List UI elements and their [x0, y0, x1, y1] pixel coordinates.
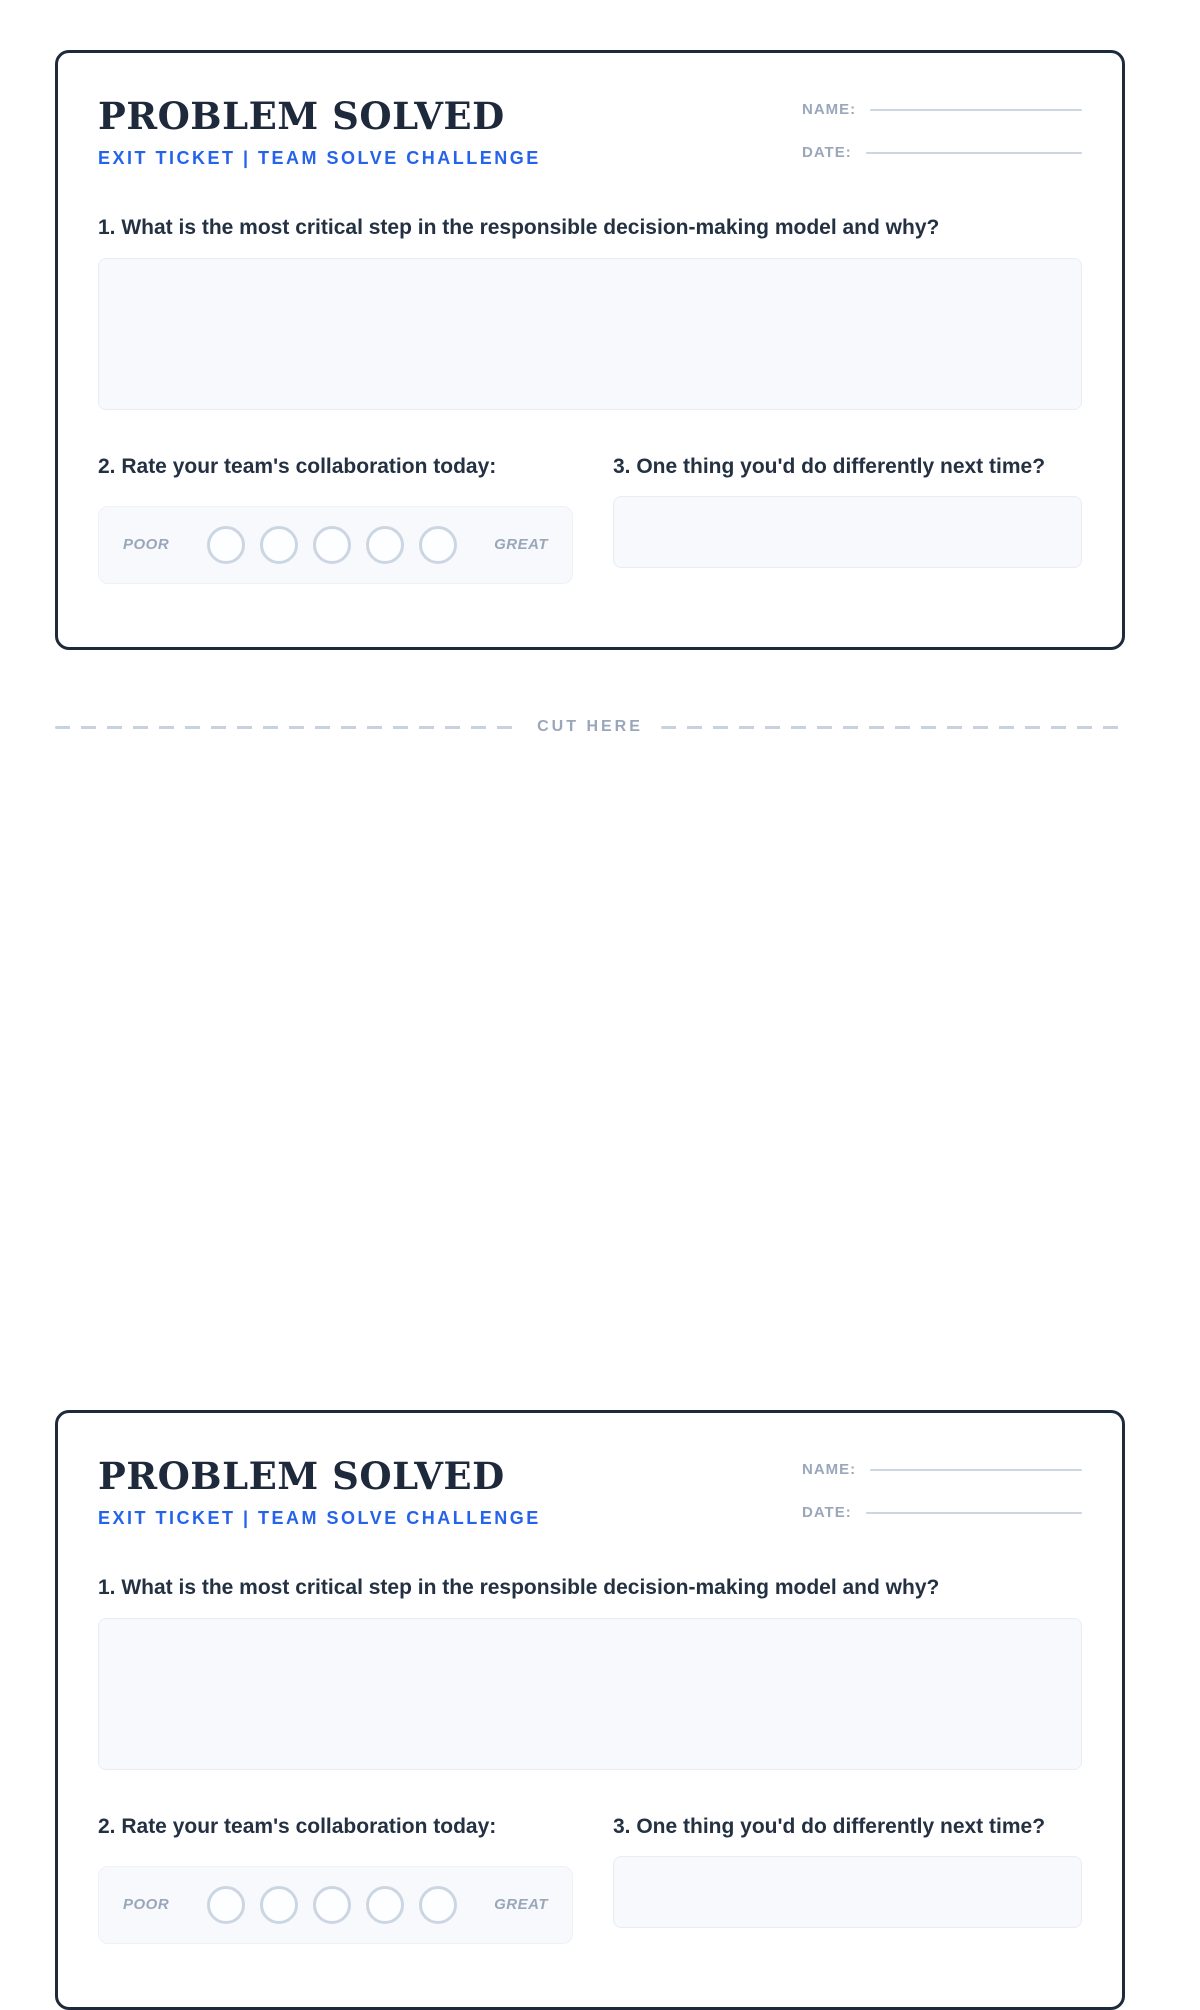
date-row [802, 1504, 1082, 1521]
questions-row [98, 452, 1082, 583]
title-block [98, 94, 541, 169]
name-label: NAME: [802, 1461, 857, 1478]
ticket-subtitle: EXIT TICKET | TEAM SOLVE CHALLENGE [98, 147, 541, 168]
rating-circle-3[interactable] [313, 1886, 351, 1924]
name-label: NAME: [802, 101, 857, 118]
rating-circle-3[interactable] [313, 526, 351, 564]
rating-high-label: GREAT [494, 536, 548, 554]
rating-low-label: POOR [123, 536, 170, 554]
date-write-line[interactable] [866, 1512, 1082, 1514]
question-1-answer-box[interactable] [98, 1618, 1082, 1770]
rating-circle-1[interactable] [207, 526, 245, 564]
ticket-title: PROBLEM SOLVED [98, 94, 505, 138]
ticket-title: PROBLEM SOLVED [98, 1454, 505, 1498]
question-2-text: 2. Rate your team's collaboration today: [98, 1815, 497, 1839]
name-date-block [802, 97, 1082, 187]
name-row [802, 101, 1082, 118]
title-block [98, 1454, 541, 1529]
collaboration-rating-scale [98, 1866, 573, 1944]
date-label: DATE: [802, 144, 852, 161]
rating-circle-5[interactable] [419, 1886, 457, 1924]
rating-circle-4[interactable] [366, 526, 404, 564]
ticket-header [98, 1454, 1082, 1547]
collaboration-rating-scale [98, 506, 573, 584]
question-2-column [98, 1812, 573, 1943]
question-1-answer-box[interactable] [98, 258, 1082, 410]
question-3-text: 3. One thing you'd do differently next time? [613, 455, 1046, 479]
ticket-subtitle: EXIT TICKET | TEAM SOLVE CHALLENGE [98, 1507, 541, 1528]
cut-dash-right [661, 726, 1125, 729]
cut-here-label: CUT HERE [537, 718, 643, 735]
exit-ticket-top [55, 50, 1125, 650]
rating-circle-2[interactable] [260, 1886, 298, 1924]
question-3-answer-box[interactable] [613, 496, 1082, 568]
rating-circle-5[interactable] [419, 526, 457, 564]
question-3-answer-box[interactable] [613, 1856, 1082, 1928]
cut-dash-left [55, 726, 519, 729]
question-2-column [98, 452, 573, 583]
question-3-column [613, 452, 1082, 583]
question-1-text: 1. What is the most critical step in the responsible decision-making model and why? [98, 216, 940, 239]
name-write-line[interactable] [870, 1469, 1082, 1471]
rating-circle-1[interactable] [207, 1886, 245, 1924]
rating-circle-4[interactable] [366, 1886, 404, 1924]
name-date-block [802, 1457, 1082, 1547]
rating-circles [207, 526, 457, 564]
rating-high-label: GREAT [494, 1896, 548, 1914]
question-3-column [613, 1812, 1082, 1943]
question-3-text: 3. One thing you'd do differently next time? [613, 1815, 1046, 1839]
date-label: DATE: [802, 1504, 852, 1521]
name-row [802, 1461, 1082, 1478]
question-1-text: 1. What is the most critical step in the responsible decision-making model and why? [98, 1576, 940, 1599]
rating-low-label: POOR [123, 1896, 170, 1914]
date-row [802, 144, 1082, 161]
exit-ticket-bottom [55, 1410, 1125, 2010]
name-write-line[interactable] [870, 109, 1082, 111]
question-2-text: 2. Rate your team's collaboration today: [98, 455, 497, 479]
ticket-header [98, 94, 1082, 187]
date-write-line[interactable] [866, 152, 1082, 154]
cut-here-divider [55, 716, 1125, 738]
questions-row [98, 1812, 1082, 1943]
rating-circles [207, 1886, 457, 1924]
rating-circle-2[interactable] [260, 526, 298, 564]
